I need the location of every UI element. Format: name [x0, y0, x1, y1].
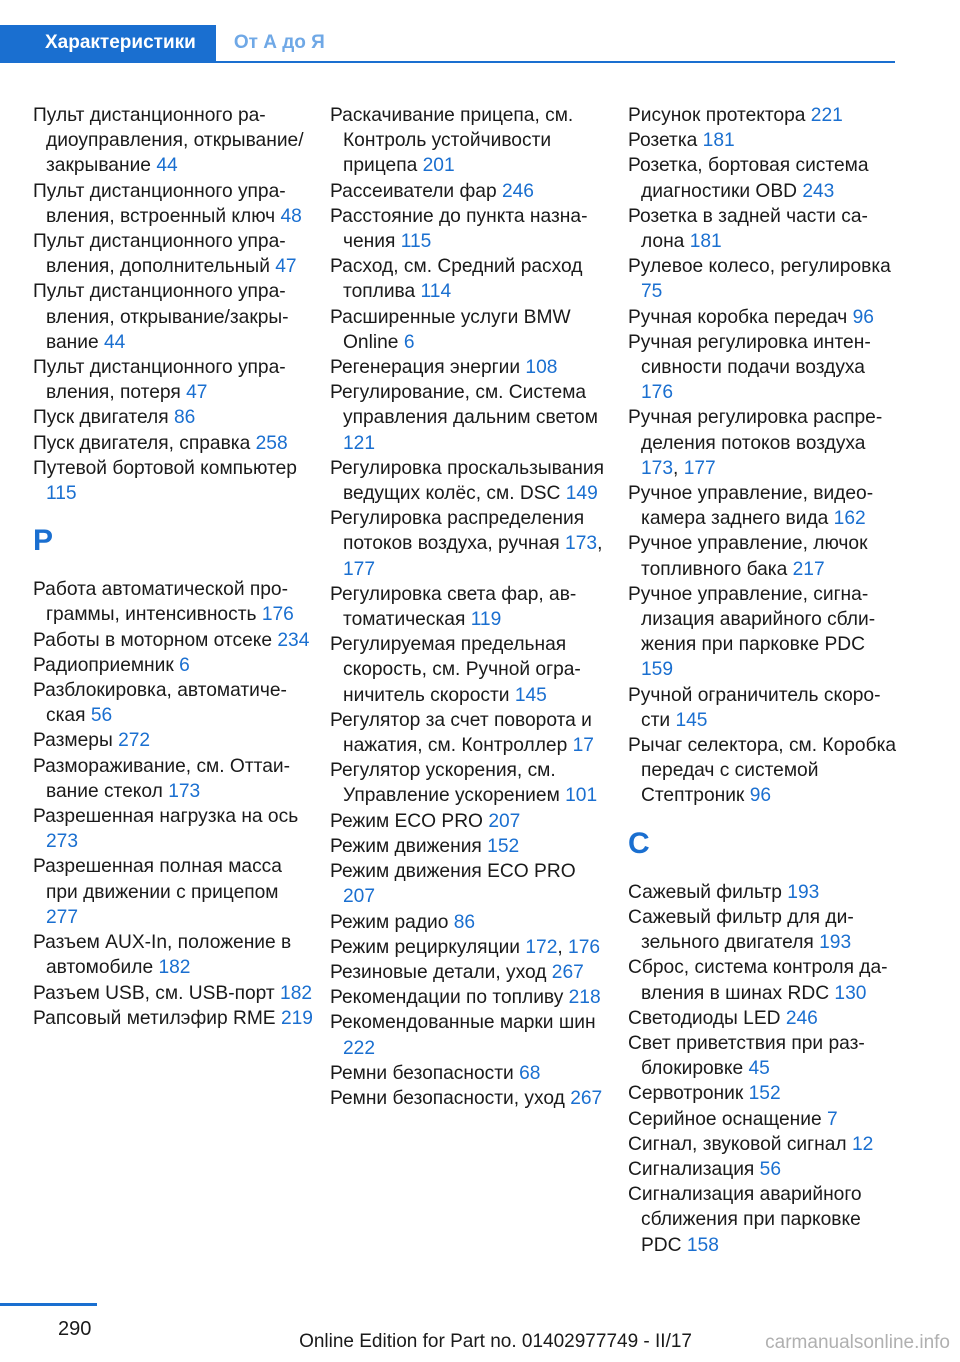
entry-text: Светодиоды LED	[628, 1007, 781, 1029]
page-link[interactable]: 222	[343, 1037, 376, 1059]
page-link[interactable]: 17	[572, 735, 594, 757]
index-entry	[628, 733, 898, 809]
index-entry	[628, 481, 898, 531]
entry-text: Серийное оснащение	[628, 1108, 822, 1130]
index-entry	[330, 380, 610, 456]
page-number: 290	[58, 1318, 92, 1340]
page-link[interactable]: 176	[568, 936, 601, 958]
index-entry	[628, 1006, 898, 1031]
entry-text: Путевой бортовой компьютер	[33, 457, 297, 479]
page-link[interactable]: 193	[787, 881, 820, 903]
index-entry	[628, 204, 898, 254]
entry-text: Работа автоматической программы, интенсивность	[33, 579, 288, 626]
index-entry	[33, 653, 313, 678]
entry-text: Регулятор ускорения, см. Управление ускорением	[330, 760, 560, 807]
page-link[interactable]: 277	[46, 906, 79, 928]
index-entry	[33, 804, 313, 854]
entry-text: Расширенные услуги BMW Online	[330, 306, 571, 353]
entry-text: Резиновые детали, уход	[330, 961, 547, 983]
entry-text: Пульт дистанционного управления, открывание/закрывание	[33, 281, 289, 353]
page-link[interactable]: 56	[759, 1158, 782, 1180]
entry-text: Сброс, система контроля давления в шинах RDC	[628, 957, 888, 1004]
page-link[interactable]: 152	[748, 1083, 781, 1105]
page-link[interactable]: 272	[118, 730, 151, 752]
index-entry	[33, 279, 313, 355]
index-entry	[628, 1031, 898, 1081]
entry-text: Сигнализация аварийного сближения при парковке PDC	[628, 1184, 862, 1256]
entry-text: Регулировка проскальзывания ведущих колёс, см. DSC	[330, 457, 605, 505]
index-entry	[33, 1006, 313, 1031]
page-link[interactable]: 182	[280, 982, 313, 1004]
page-link[interactable]: 177	[683, 457, 716, 479]
page-link[interactable]: 267	[570, 1087, 603, 1109]
entry-text: Ремни безопасности, уход	[330, 1087, 565, 1109]
index-entry	[628, 531, 898, 581]
page-link[interactable]: 47	[186, 382, 208, 404]
entry-text: Сервотроник	[628, 1083, 744, 1105]
page-link[interactable]: 158	[686, 1234, 719, 1256]
index-entry	[330, 1061, 610, 1086]
footer-rule	[0, 1303, 97, 1306]
entry-text: Свет приветствия при разблокировке	[628, 1032, 865, 1080]
entry-text: Размораживание, см. Оттаивание стекол	[33, 755, 290, 802]
index-entry	[330, 985, 610, 1010]
page-link[interactable]: 48	[280, 205, 302, 227]
page-link[interactable]: 108	[525, 357, 558, 379]
entry-text: Регулятор за счет поворота и нажатия, см. Контроллер	[330, 709, 592, 757]
index-entry	[330, 254, 610, 304]
entry-text: Ручная регулировка распределения потоков воздуха	[628, 407, 883, 454]
entry-text: Сигнал, звуковой сигнал	[628, 1133, 847, 1155]
index-entry	[330, 859, 610, 909]
index-entry	[33, 930, 313, 980]
index-entry	[330, 834, 610, 859]
index-entry	[330, 1010, 610, 1060]
entry-text: Пульт дистанционного радиоуправления, открывание/закрывание	[33, 105, 304, 177]
page-link[interactable]: 96	[852, 306, 874, 328]
entry-text: Регулируемая предельная скорость, см. Ручной ограничитель скорости	[330, 634, 581, 706]
entry-text: Розетка в задней части салона	[628, 205, 868, 253]
entry-text: Разъем USB, см. USB-порт	[33, 982, 275, 1004]
page-link[interactable]: 177	[343, 558, 376, 580]
entry-text: Режим рециркуляции	[330, 936, 521, 958]
entry-text: Ручное управление, лючок топливного бака	[628, 533, 868, 580]
index-entry	[330, 305, 610, 355]
index-entry	[330, 582, 610, 632]
index-entry	[330, 456, 610, 506]
index-entry	[628, 305, 898, 330]
page-link[interactable]: 130	[834, 982, 867, 1004]
entry-text: Размеры	[33, 730, 113, 752]
page-link[interactable]: 176	[641, 382, 674, 404]
watermark: carmanualsonline.info	[765, 1332, 950, 1353]
page-link[interactable]: 7	[827, 1108, 838, 1130]
page-link[interactable]: 181	[702, 130, 735, 152]
index-entry	[33, 728, 313, 753]
page-link[interactable]: 162	[833, 508, 866, 530]
entry-text: Режим радио	[330, 911, 449, 933]
index-entry	[628, 254, 898, 304]
page-link[interactable]: 267	[551, 961, 584, 983]
section-letter: Р	[33, 524, 54, 558]
page-link[interactable]: 152	[487, 835, 520, 857]
page-link[interactable]: 86	[173, 407, 196, 429]
page-link[interactable]: 218	[568, 987, 601, 1009]
index-entry	[628, 1182, 898, 1258]
index-entry	[330, 1086, 610, 1111]
page-link[interactable]: 234	[277, 629, 310, 651]
index-entry	[33, 754, 313, 804]
entry-text: Пуск двигателя, справка	[33, 432, 251, 454]
page-link[interactable]: 115	[400, 231, 432, 253]
index-entry	[628, 1107, 898, 1132]
entry-text: Рычаг селектора, см. Коробка передач с системой Стептроник	[628, 735, 897, 807]
page-link[interactable]: 47	[275, 256, 297, 278]
index-entry	[628, 582, 898, 683]
page-link[interactable]: 119	[470, 609, 502, 631]
entry-text: Разблокировка, автоматическая	[33, 680, 287, 727]
page-link[interactable]: 246	[785, 1007, 818, 1029]
index-entry	[330, 204, 610, 254]
page-link[interactable]: 172	[525, 936, 558, 958]
page-link[interactable]: 207	[343, 886, 376, 908]
page-link[interactable]: 207	[488, 810, 521, 832]
entry-text: Пульт дистанционного управления, дополнительный	[33, 231, 286, 278]
page-link[interactable]: 201	[422, 155, 455, 177]
index-entry	[628, 330, 898, 406]
page-link[interactable]: 159	[641, 659, 674, 681]
entry-text: Пульт дистанционного управления, встроенный ключ	[33, 180, 286, 227]
entry-text: Рулевое колесо, регулировка	[628, 256, 891, 278]
page-link[interactable]: 6	[403, 331, 415, 353]
page-link[interactable]: 149	[565, 483, 598, 505]
header-tabs	[0, 25, 895, 63]
entry-text: Рисунок протектора	[628, 105, 806, 126]
page-link[interactable]: 12	[851, 1133, 874, 1155]
page-link[interactable]: 219	[280, 1007, 313, 1029]
page-link[interactable]: 68	[519, 1062, 541, 1084]
page-link[interactable]: 243	[802, 180, 835, 202]
entry-text: Рапсовый метилэфир RME	[33, 1007, 276, 1029]
entry-text: Ручная регулировка интенсивности подачи воздуха	[628, 331, 871, 379]
index-column-3	[628, 103, 898, 1258]
index-entry	[33, 981, 313, 1006]
entry-text: Регулирование, см. Система управления дальним светом	[330, 382, 598, 429]
entry-text: Радиоприемник	[33, 654, 174, 676]
index-entry	[33, 678, 313, 728]
index-entry	[330, 910, 610, 935]
entry-text: Ручной ограничитель скорости	[628, 684, 881, 731]
entry-text: Режим движения ECO PRO	[330, 861, 576, 883]
index-entry	[330, 355, 610, 380]
entry-text: Регулировка света фар, автоматическая	[330, 583, 577, 631]
index-entry	[628, 103, 898, 128]
page-link[interactable]: 56	[90, 705, 113, 727]
index-entry	[33, 103, 313, 179]
entry-text: Сажевый фильтр для дизельного двигателя	[628, 906, 854, 954]
entry-text: Разрешенная полная масса при движении с прицепом	[33, 856, 282, 903]
entry-text: Работы в моторном отсеке	[33, 629, 273, 651]
entry-text: Регулировка распределения потоков воздуха, ручная	[330, 508, 585, 555]
index-entry	[33, 628, 313, 653]
index-entry	[330, 632, 610, 708]
entry-text: Рекомендации по топливу	[330, 987, 564, 1009]
index-entry	[33, 355, 313, 405]
index-entry	[330, 758, 610, 808]
entry-text: Рассеиватели фар	[330, 180, 497, 202]
page-link[interactable]: 145	[514, 684, 547, 706]
entry-text: Режим движения	[330, 835, 482, 857]
entry-text: Разъем AUX-In, положение в автомобиле	[33, 932, 292, 979]
entry-text: Ручное управление, видеокамера заднего вида	[628, 483, 874, 530]
page-link[interactable]: 176	[261, 604, 294, 626]
index-entry	[628, 955, 898, 1005]
entry-text: Рекомендованные марки шин	[330, 1012, 596, 1034]
index-entry	[33, 405, 313, 430]
page-link[interactable]: 45	[748, 1058, 770, 1080]
tab-characteristics[interactable]: Характеристики	[0, 25, 216, 61]
index-entry	[330, 103, 610, 179]
page-link[interactable]: 273	[46, 831, 79, 853]
index-entry	[33, 854, 313, 930]
index-column-1	[33, 103, 313, 1031]
page-link[interactable]: 86	[453, 911, 476, 933]
index-entry	[33, 179, 313, 229]
page-link[interactable]: 182	[158, 957, 191, 979]
page-link[interactable]: 44	[103, 331, 126, 353]
index-entry: Регулировка распределения потоков воздуха, ручная 173, 177	[330, 508, 603, 580]
page-link[interactable]: 173	[641, 457, 674, 479]
page-link[interactable]: 6	[179, 654, 190, 676]
index-entry	[330, 708, 610, 758]
entry-text: Разрешенная нагрузка на ось	[33, 806, 299, 828]
entry-text: Пульт дистанционного управления, потеря	[33, 357, 286, 404]
index-entry	[628, 128, 898, 153]
page-link[interactable]: 44	[156, 155, 178, 177]
page-link[interactable]: 114	[420, 281, 452, 303]
page-link[interactable]: 173	[565, 533, 598, 555]
index-entry	[33, 229, 313, 279]
index-entry	[628, 880, 898, 905]
index-entry	[628, 1132, 898, 1157]
entry-text: Раскачивание прицепа, см. Контроль устойчивости прицепа	[330, 105, 574, 177]
entry-text: Расход, см. Средний расход топлива	[330, 256, 583, 303]
page-link[interactable]: 258	[255, 432, 288, 454]
page-link[interactable]: 101	[565, 785, 598, 807]
index-entry	[33, 456, 313, 506]
index-entry: Ручная регулировка распределения потоков воздуха 173, 177	[628, 407, 883, 479]
page-link[interactable]: 173	[168, 780, 201, 802]
index-entry	[628, 1081, 898, 1106]
entry-text: Ремни безопасности	[330, 1062, 514, 1084]
entry-text: Ручная коробка передач	[628, 306, 848, 328]
index-column-2	[330, 103, 610, 1111]
entry-text: Режим ECO PRO	[330, 810, 483, 832]
entry-text: Регенерация энергии	[330, 357, 521, 379]
entry-text: Розетка, бортовая система диагностики OBD	[628, 155, 869, 202]
page-link[interactable]: 193	[819, 932, 852, 954]
section-letter: С	[628, 826, 650, 860]
page-link[interactable]: 246	[501, 180, 534, 202]
entry-text: Розетка	[628, 130, 698, 152]
index-entry	[330, 960, 610, 985]
entry-text: Сажевый фильтр	[628, 881, 782, 903]
page-link[interactable]: 121	[343, 432, 376, 454]
index-entry	[330, 179, 610, 204]
index-entry	[628, 905, 898, 955]
entry-text: Сигнализация	[628, 1158, 755, 1180]
page-link[interactable]: 115	[46, 483, 77, 505]
page-link[interactable]: 181	[689, 231, 722, 253]
index-entry	[33, 431, 313, 456]
index-entry	[628, 153, 898, 203]
index-entry	[628, 1157, 898, 1182]
index-entry	[628, 683, 898, 733]
index-entry	[330, 809, 610, 834]
page-link[interactable]: 221	[810, 105, 843, 126]
index-entry	[33, 577, 313, 627]
entry-text: Пуск двигателя	[33, 407, 169, 429]
page-link[interactable]: 96	[749, 785, 772, 807]
page-link[interactable]: 75	[641, 281, 663, 303]
edition-note: Online Edition for Part no. 01402977749 - II/17	[299, 1331, 692, 1352]
index-entry: Режим рециркуляции 172, 176	[330, 936, 601, 958]
page-link[interactable]: 217	[792, 558, 825, 580]
page-link[interactable]: 145	[675, 709, 708, 731]
entry-text: Расстояние до пункта назначения	[330, 205, 588, 253]
tab-a-to-z[interactable]: От А до Я	[233, 32, 325, 53]
entry-text: Ручное управление, сигнализация аварийного сближения при парковке PDC	[628, 583, 876, 656]
